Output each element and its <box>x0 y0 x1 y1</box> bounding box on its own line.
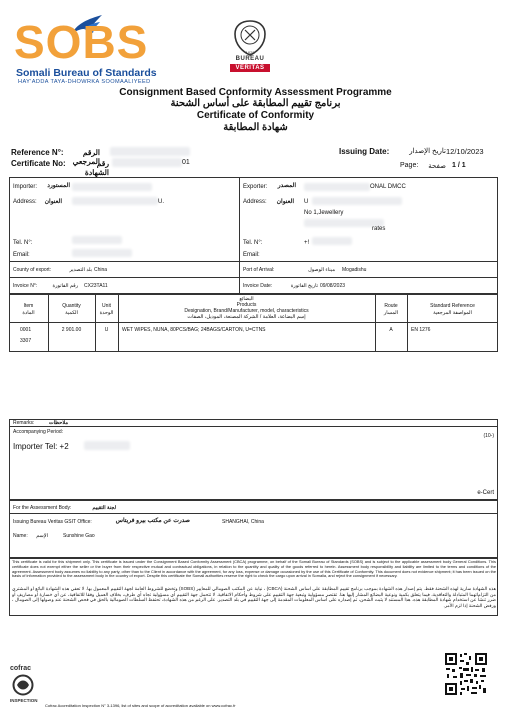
name-label: Name: <box>13 533 28 539</box>
assessment-label-ar: لجنة التقييم <box>92 505 116 511</box>
exporter-address-1: U <box>304 199 309 205</box>
col-route-header-ar: المسار <box>383 310 399 316</box>
bv-veritas: VERITAS <box>230 64 270 72</box>
invoice-no-ar: رقم الفاتورة <box>52 283 78 289</box>
remarks-box <box>9 419 498 500</box>
invoice-date-ar: تاريخ الفاتورة <box>290 283 318 289</box>
issuing-date-ar: تاريخ الإصدار <box>409 148 446 155</box>
reference-value-redacted <box>110 147 190 156</box>
certificate-no-label: Certificate No: <box>11 159 66 168</box>
row-route: A <box>389 327 393 333</box>
sobs-logo-text: SOBS <box>14 16 149 68</box>
certificate-no-redacted <box>112 158 182 167</box>
qr-code-icon <box>444 652 488 696</box>
row-item: 0001 <box>20 327 32 333</box>
ecert-label: e-Cert <box>477 490 494 496</box>
exporter-address-label: Address: <box>243 199 267 205</box>
exporter-tel-redacted <box>312 237 352 245</box>
bureau-veritas-logo <box>229 20 271 78</box>
exporter-address-redacted <box>312 197 402 205</box>
name-ar: الإسم <box>36 533 48 539</box>
importer-address-tail: U. <box>158 199 164 205</box>
country-value: China <box>94 267 108 273</box>
exporter-address-ar: العنوان <box>276 199 294 205</box>
row-unit: U <box>104 327 109 333</box>
exporter-tel-prefix: +! <box>304 240 310 246</box>
exporter-address-3: rates <box>372 226 386 232</box>
cofrac-text: cofrac <box>10 665 32 672</box>
invoice-no-label: Invoice N°: <box>13 283 38 289</box>
importer-address-redacted <box>72 197 158 205</box>
reference-label: Reference N°: <box>11 148 64 157</box>
assessment-box <box>9 500 498 558</box>
office-value: SHANGHAI, China <box>222 519 264 525</box>
exporter-name-redacted <box>304 183 370 191</box>
importer-tel-remark: Importer Tel: +2 <box>13 442 69 451</box>
title-certificate-ar: شهادة المطابقة <box>223 122 288 133</box>
sobs-org-sub: HAY'ADDA TAYA-DHOWRKA SOOMAALIYEED <box>18 79 151 85</box>
office-ar: صدرت عن مكتب بيرو فريتاس <box>115 518 190 524</box>
office-label: Issuing Bureau Veritas GSIT Office: <box>13 519 92 525</box>
invoice-date-label: Invoice Date: <box>243 283 273 289</box>
country-label: County of export: <box>13 267 52 273</box>
invoice-date-value: 09/08/2023 <box>320 283 346 289</box>
sobs-logo <box>14 13 164 85</box>
page-label: Page: <box>400 162 419 169</box>
exporter-name-tail: ONAL DMCC <box>370 184 406 190</box>
col-products-sub: Designation, Brand/Manufacturer, model, characteristics <box>184 308 309 314</box>
exporter-ar: المصدر <box>277 183 296 189</box>
remarks-code: (10-) <box>483 433 494 439</box>
arrival-ar: ميناء الوصول <box>308 267 335 273</box>
importer-name-redacted <box>72 183 152 191</box>
importer-address-ar: العنوان <box>44 199 62 205</box>
col-qty-header-ar: الكمية <box>65 310 78 316</box>
exporter-label: Exporter: <box>243 184 268 190</box>
exporter-address-2: No 1,Jewellery <box>304 210 344 216</box>
issuing-date-value: 12/10/2023 <box>446 147 484 156</box>
cofrac-inspection: INSPECTION <box>10 698 38 703</box>
col-products-header: Products <box>236 302 257 308</box>
accreditation-text: Cofrac Accreditation Inspection N° 3-1396, list of sites and scope of accreditation available on www.cofrac.fr <box>45 703 236 708</box>
title-programme-ar: برنامج تقييم المطابقة على أساس الشحنة <box>170 98 341 109</box>
col-products-header-ar: البضائع <box>239 296 254 302</box>
col-std-header: Standard Reference <box>430 303 475 309</box>
importer-email-label: Email: <box>13 252 30 258</box>
certificate-no-ar: رقم الشهادة <box>84 159 109 177</box>
country-ar: بلد التصدير <box>69 267 92 273</box>
row-item-2: 3307 <box>20 338 32 344</box>
name-value: Sunshine Gao <box>63 533 95 539</box>
legal-arabic: هذه الشهادة سارية لهذه الشحنة فقط. يتم إصدار هذه الشهادة بموجب برنامج تقييم المطابقة على أساس الشحنة (CBCA) ، نيابة عن المكتب الصومالي للمعايير (SOBS) وتخضع للشروط العامة لجهة التقييم المعمول بها. لا تعفي هذه الشهادة البائع أو المشتري من التزاماتهما المتبادلة والتعاقدية، فيما يتعلق بكمية ونوعية البضائع المشار إليها هنا. تقتصر مسؤولية وتبعية جهة التقييم على شروط وأحكام الاتفاقية. لا تتحمل جهة التقييم أي مسؤولية تجاه أي طرف، بخلاف العميل وفقا للاتفاقية، عن أي خسارة أو مصاريف أو ضرر تنشأ عن استخدام شهادة المطابقة هذه. هذا المستند لا يثبت الشحن، تم إصداره على أساس المعلومات المقدمة إلى جهة التقييم في بلد التصدير. على الرغم من هذه الشهادة، تحتفظ السلطات الصومالية بالحق في فحص الشحنة عند وصولها إلى الصومال ، ورفض الشحنة إذا لزم الأمر. <box>12 586 496 608</box>
invoice-no-value: CX23TA11 <box>84 283 108 289</box>
accompanying-label: Accompanying Period: <box>13 429 64 435</box>
exporter-tel-label: Tel. N°: <box>243 240 263 246</box>
importer-address-label: Address: <box>13 199 37 205</box>
row-qty: 2 901.00 <box>61 327 82 333</box>
importer-email-redacted <box>72 249 132 257</box>
row-std: EN 1276 <box>411 327 431 333</box>
col-unit-header: Unit <box>102 303 111 309</box>
importer-label: Importer: <box>13 184 38 190</box>
certificate-no-suffix: 01 <box>182 159 190 166</box>
importer-tel-redacted <box>72 236 122 244</box>
remarks-label: Remarks: <box>13 420 35 426</box>
col-products-sub-ar: إسم البضاعة، العلامة / الشركة المصنعة، الموديل، الصفات <box>187 314 306 320</box>
col-route-header: Route <box>384 303 398 309</box>
col-unit-header-ar: الوحدة <box>99 310 114 316</box>
title-certificate: Certificate of Conformity <box>196 110 315 121</box>
importer-tel-label: Tel. N°: <box>13 240 33 246</box>
col-std-header-ar: المواصفة المرجعية <box>433 310 472 316</box>
col-qty-header: Quantity <box>62 303 81 309</box>
sobs-org-name: Somali Bureau of Standards <box>16 67 157 79</box>
col-item-header-ar: المادة <box>22 310 35 316</box>
exporter-email-label: Email: <box>243 252 260 258</box>
assessment-label: For the Assessment Body: <box>13 505 72 511</box>
issuing-date-label: Issuing Date: <box>339 147 390 156</box>
page-ar: صفحة <box>428 163 446 170</box>
bv-bureau: BUREAU <box>235 56 265 62</box>
reference-label-ar: الرقم المرجعي <box>72 148 100 166</box>
page-value: 1 / 1 <box>452 162 466 169</box>
remarks-label-ar: ملاحظات <box>48 420 68 426</box>
arrival-label: Port of Arrival: <box>243 267 275 273</box>
importer-tel-remark-redacted <box>84 441 130 450</box>
cofrac-mark-icon <box>12 674 34 696</box>
title-programme: Consignment Based Conformity Assessment Programme <box>119 87 392 98</box>
row-product: WET WIPES, NUNA, 80PCS/BAG; 24BAGS/CARTON, U=CTNS <box>122 327 266 333</box>
legal-english: This certificate is valid for this shipment only. This certificate is issued under the Consignment Based Conformity Assessment (CBCA) programme, on behalf of the Somali Bureau of Standards (SOBS) and is subject to the applicable assessment body General Conditions. This certificate does not exempt either the seller or the buyer from their respective mutual and contractual obligations, in relation to the quantity and quality of the goods referred to herein. Assessment body responsibility and liability are limited to the terms and conditions of the agreement. Assessment body assumes no liability to any party, other than to the Client in accordance with the agreement, for any loss, expense or damage occasioned by the use of this Certificate of Conformity. This document does not evidence shipment; it has been issued on the basis of information provided to the assessment body in the country of export. Despite this certificate the Somali authorities reserve the right to check the cargo upon arrival in Somalia, and reject the consignment if necessary. <box>12 560 496 579</box>
arrival-value: Mogadishu <box>342 267 367 273</box>
col-item-header: Item <box>23 303 34 309</box>
bv-year: 1828 <box>245 50 255 55</box>
importer-ar: المستورد <box>47 183 70 189</box>
cofrac-logo <box>10 665 40 707</box>
